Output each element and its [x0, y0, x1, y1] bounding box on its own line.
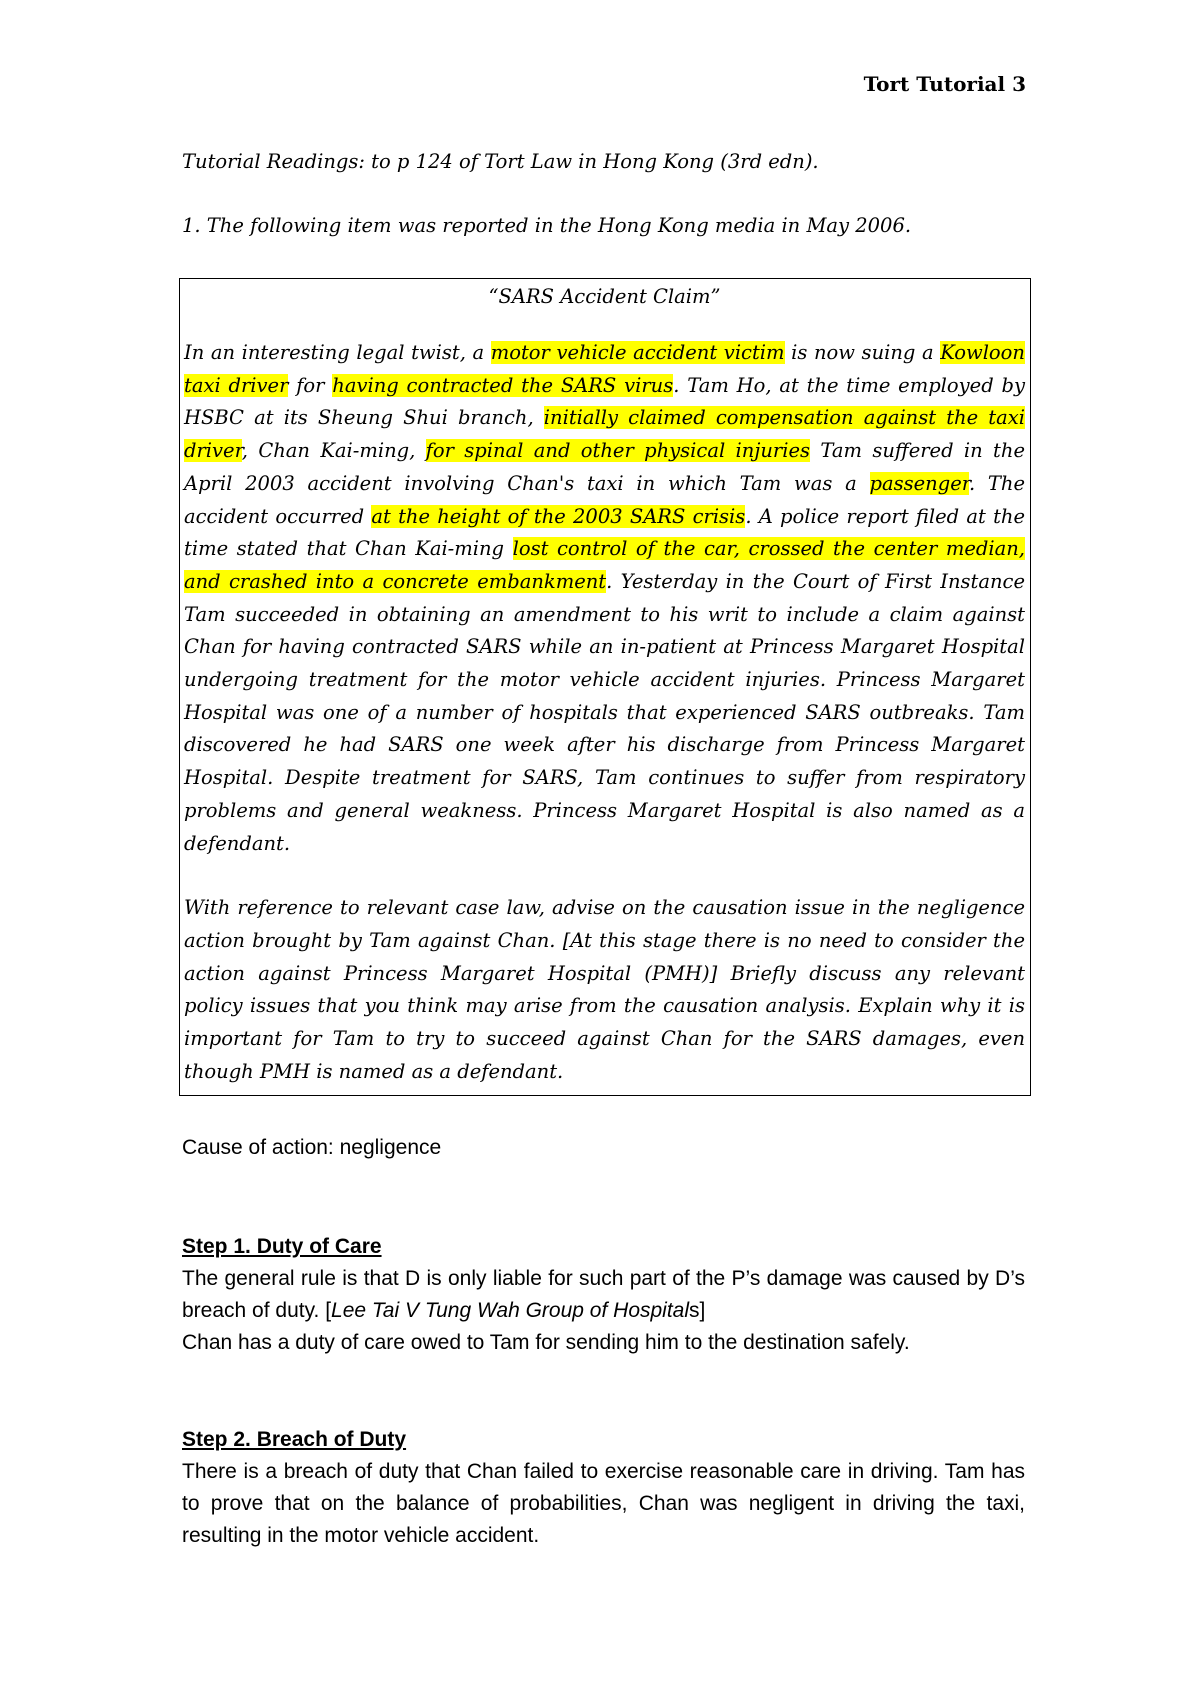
highlighted-phrase: at the height of the 2003 SARS crisis [371, 504, 746, 528]
question-1-intro: 1. The following item was reported in the Hong Kong media in May 2006. [182, 214, 912, 237]
news-item-title: “SARS Accident Claim” [488, 285, 721, 308]
highlighted-phrase: lost control of the car, crossed the center median, and crashed into a concrete embankment [184, 537, 1025, 593]
news-item-box [179, 278, 1031, 1096]
step-2-breach-text: There is a breach of duty that Chan failed to exercise reasonable care in driving. Tam has to prove that on the balance of probabilities, Chan was negligent in driving the taxi, resulting in the motor vehicle accident. [182, 1460, 1025, 1548]
paragraph-text: . The accident occurred [184, 471, 1025, 528]
page-header-title: Tort Tutorial 3 [863, 72, 1026, 96]
highlighted-phrase: for spinal and other physical injuries [425, 439, 811, 463]
paragraph-text: , Chan Kai-ming, [241, 439, 426, 463]
paragraph-text: Tam suffered in the April 2003 accident involving Chan's taxi in which Tam was a [184, 439, 1025, 495]
case-citation: Lee Tai V Tung Wah Group of Hospital [331, 1299, 690, 1323]
paragraph-text: . Yesterday in the Court of First Instance Tam succeeded in obtaining an amendment to his writ to include a claim against Chan for having contracted SARS while an in-patient at Princess Margaret Hospital undergoing treatment for the motor vehicle accident injuries. Princess Margaret Hospital was one of a number of hospitals that experienced SARS outbreaks. Tam discovered he had SARS one week after his discharge from Princess Margaret Hospital. Despite treatment for SARS, Tam continues to suffer from respiratory problems and general weakness. Princess Margaret Hospital is also named as a defendant. [184, 569, 1025, 855]
highlighted-phrase: motor vehicle accident victim [490, 341, 785, 364]
highlighted-phrase: having contracted the SARS virus [332, 373, 674, 397]
step-2-heading: Step 2. Breach of Duty [182, 1428, 407, 1451]
paragraph-text: In an interesting legal twist, a [184, 341, 491, 364]
step-2-section [182, 1424, 1025, 1553]
step-1-duty-statement: Chan has a duty of care owed to Tam for sending him to the destination safely. [182, 1331, 910, 1355]
highlighted-phrase: Kowloon taxi driver [184, 341, 1025, 397]
step-1-general-rule: The general rule is that D is only liable for such part of the P’s damage was caused by D’s breach of duty. [Lee Tai V Tung Wah Group of Hospitals] [182, 1267, 1025, 1323]
question-instructions: With reference to relevant case law, advise on the causation issue in the negligence action brought by Tam against Chan. [At this stage there is no need to consider the action against Princess Margaret Hospital (PMH)] Briefly discuss any relevant policy issues that you think may arise from the causation analysis. Explain why it is important for Tam to try to succeed against Chan for the SARS damages, even though PMH is named as a defendant. [184, 896, 1025, 1083]
paragraph-text: for [288, 373, 333, 397]
tutorial-readings: Tutorial Readings: to p 124 of Tort Law in Hong Kong (3rd edn). [182, 150, 819, 173]
highlighted-phrase: passenger [869, 471, 969, 495]
news-item-paragraph [184, 337, 1025, 860]
paragraph-text: . A police report filed at the time stated that Chan Kai-ming [184, 504, 1026, 561]
highlighted-phrase: initially claimed compensation against the taxi driver [184, 406, 1025, 463]
paragraph-text: . Tam Ho, at the time employed by HSBC at its Sheung Shui branch, [184, 373, 1025, 430]
step-1-section [182, 1231, 1025, 1360]
step-1-heading: Step 1. Duty of Care [182, 1235, 382, 1258]
paragraph-text: is now suing a [784, 341, 941, 364]
cause-of-action: Cause of action: negligence [182, 1136, 442, 1159]
